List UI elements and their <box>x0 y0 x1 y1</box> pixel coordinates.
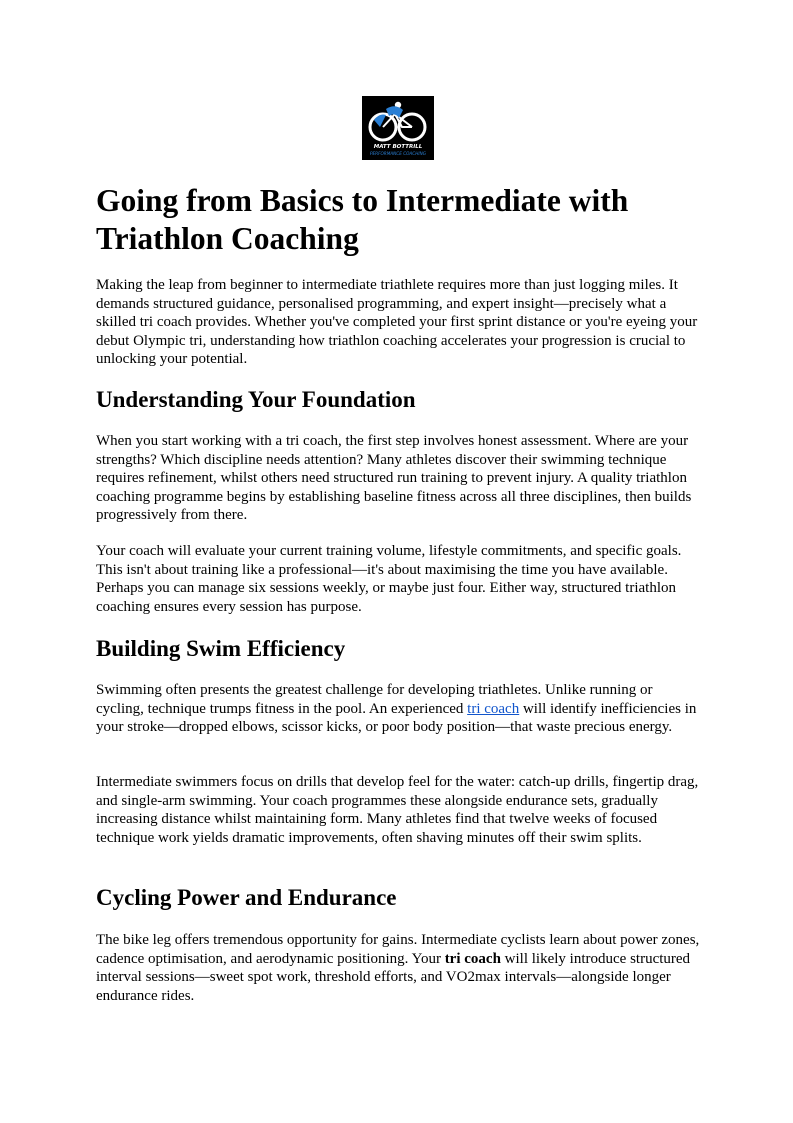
section-heading-cycling: Cycling Power and Endurance <box>96 885 397 910</box>
swim-text-before-link: Swimming often presents the greatest challenge for developing triathletes. Unlike running or cycling, technique trumps fitness in the pool. An experienced <box>96 682 653 717</box>
section-heading-swim: Building Swim Efficiency <box>96 636 346 661</box>
swim-paragraph-1 <box>96 681 700 737</box>
cycling-bold-term: tri coach <box>444 950 501 967</box>
section-heading-foundation: Understanding Your Foundation <box>96 387 416 412</box>
logo-line1: MATT BOTTRILL <box>373 144 423 150</box>
foundation-paragraph-1: When you start working with a tri coach, the first step involves honest assessment. Where are your strengths? Which discipline needs attention? Many athletes discover their swimming technique requires refinement, whilst others need structured run training to prevent injury. A quality triathlon coaching programme begins by establishing baseline fitness across all three disciplines, then builds progressively from there. <box>96 433 692 523</box>
company-logo <box>362 96 434 160</box>
cycling-text-before-bold: The bike leg offers tremendous opportunity for gains. Intermediate cyclists learn about power zones, cadence optimisation, and aerodynamic positioning. Your <box>96 932 700 967</box>
logo-line2: PERFORMANCE COACHING <box>370 151 426 156</box>
cycling-text-after-bold: will likely introduce structured interval sessions—sweet spot work, threshold efforts, and VO2max intervals—alongside longer endurance rides. <box>96 950 691 1004</box>
swim-text-after-link: will identify inefficiencies in your stroke—dropped elbows, scissor kicks, or poor body position—that waste precious energy. <box>96 700 697 735</box>
intro-paragraph: Making the leap from beginner to intermediate triathlete requires more than just logging miles. It demands structured guidance, personalised programming, and expert insight—precisely what a skilled tri coach provides. Whether you've completed your first sprint distance or you're eyeing your debut Olympic tri, understanding how triathlon coaching accelerates your progression is crucial to unlocking your potential. <box>96 277 698 367</box>
foundation-paragraph-2: Your coach will evaluate your current training volume, lifestyle commitments, and specific goals. This isn't about training like a professional—it's about maximising the time you have available. Perhaps you can manage six sessions weekly, or maybe just four. Either way, structured triathlon coaching ensures every session has purpose. <box>96 543 682 615</box>
tri-coach-link[interactable]: tri coach <box>467 700 520 717</box>
swim-paragraph-2: Intermediate swimmers focus on drills that develop feel for the water: catch-up drills, fingertip drag, and single-arm swimming. Your coach programmes these alongside endurance sets, gradually increasing distance whilst maintaining form. Many athletes find that twelve weeks of focused technique work yields dramatic improvements, often shaving minutes off their swim splits. <box>96 774 699 846</box>
page-title: Going from Basics to Intermediate with Triathlon Coaching <box>96 183 629 256</box>
cycling-paragraph-1 <box>96 931 700 1005</box>
